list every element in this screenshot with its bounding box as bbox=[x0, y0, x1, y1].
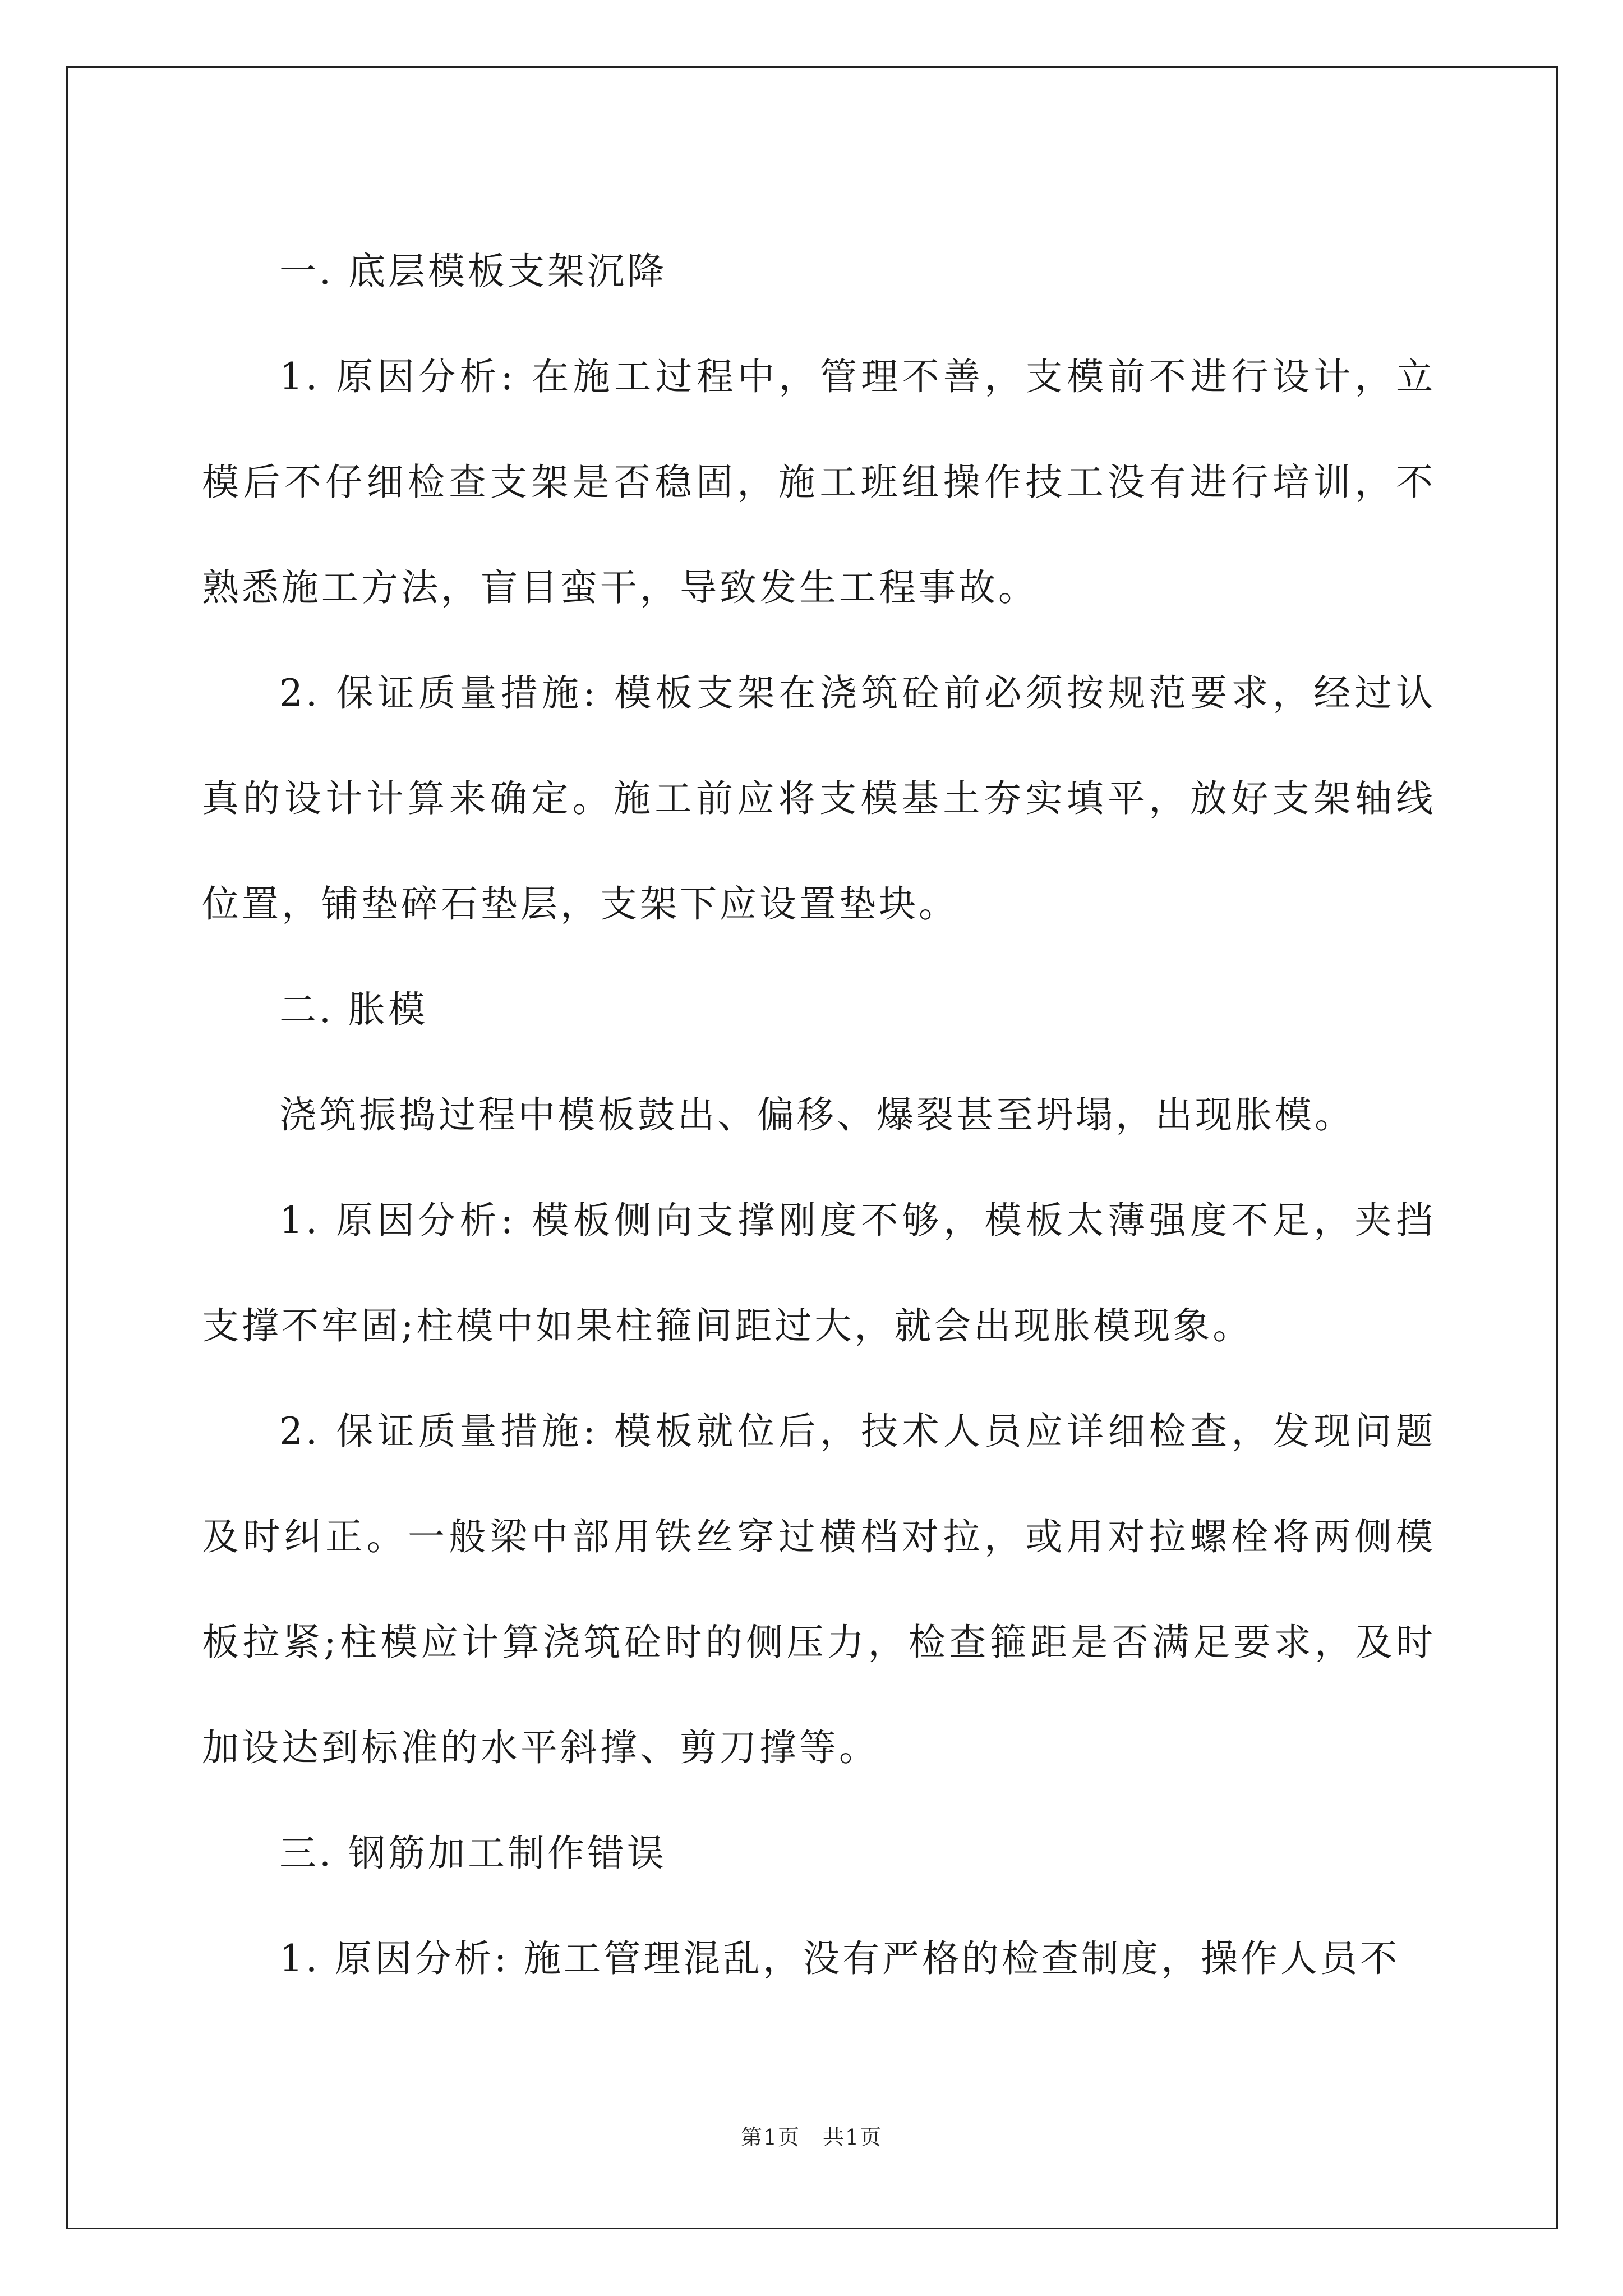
section-heading-2: 二. 胀模 bbox=[279, 988, 428, 1031]
page-number: 第1页 共1页 bbox=[740, 2125, 883, 2150]
section-heading-1: 一. 底层模板支架沉降 bbox=[279, 250, 667, 293]
section-heading-3: 三. 钢筋加工制作错误 bbox=[279, 1832, 667, 1875]
paragraph-description-2: 浇筑振捣过程中模板鼓出、偏移、爆裂甚至坍塌，出现胀模。 bbox=[279, 1093, 1354, 1137]
paragraph-quality-measures-1: 2. 保证质量措施: 模板支架在浇筑砼前必须按规范要求，经过认真的设计计算来确定。施工前应将支模基土夯实填平，放好支架轴线位置，铺垫碎石垫层，支架下应设置垫块。 bbox=[202, 671, 1436, 926]
paragraph-quality-measures-2: 2. 保证质量措施: 模板就位后，技术人员应详细检查，发现问题及时纠正。一般梁中部用铁丝穿过横档对拉，或用对拉螺栓将两侧模板拉紧;柱模应计算浇筑砼时的侧压力，检查箍距是否满足要求，及时加设达到标准的水平斜撑、剪刀撑等。 bbox=[202, 1410, 1436, 1769]
document-body bbox=[202, 219, 1436, 2012]
paragraph-cause-analysis-3: 1. 原因分析: 施工管理混乱，没有严格的检查制度，操作人员不 bbox=[279, 1937, 1400, 1980]
paragraph-cause-analysis-1: 1. 原因分析: 在施工过程中，管理不善，支模前不进行设计，立模后不仔细检查支架是否稳固，施工班组操作技工没有进行培训，不熟悉施工方法，盲目蛮干，导致发生工程事故。 bbox=[202, 355, 1436, 609]
paragraph-cause-analysis-2: 1. 原因分析: 模板侧向支撑刚度不够，模板太薄强度不足，夹挡支撑不牢固;柱模中如果柱箍间距过大，就会出现胀模现象。 bbox=[202, 1199, 1436, 1347]
